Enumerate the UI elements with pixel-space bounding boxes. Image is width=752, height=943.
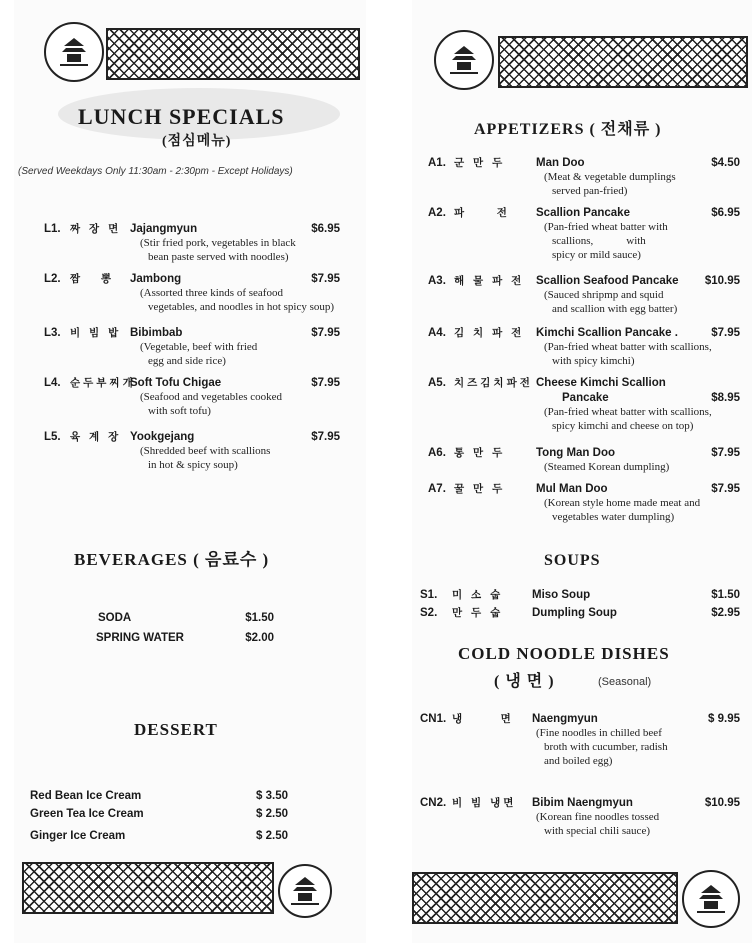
menu-item (420, 796, 740, 836)
item-korean-name: 냉 면 (452, 713, 514, 725)
item-name: Red Bean Ice Cream (30, 790, 142, 802)
item-korean-name: 순두부찌개 (70, 377, 136, 389)
item-description-line: (Pan-fried wheat batter with (544, 221, 668, 233)
menu-item (44, 222, 340, 262)
menu-item (428, 156, 740, 196)
menu-item (428, 376, 740, 432)
item-description-line: (Stir fried pork, vegetables in black (140, 237, 296, 249)
restaurant-seal-logo-right (434, 30, 494, 90)
item-code: CN1. (420, 713, 447, 725)
item-name: Green Tea Ice Cream (30, 808, 144, 820)
item-code: L3. (44, 327, 61, 339)
restaurant-seal-logo (44, 22, 104, 82)
item-price: $7.95 (711, 327, 740, 339)
item-korean-name: 비 빔 냉면 (452, 797, 517, 809)
item-price: $7.95 (311, 377, 340, 389)
item-price: $7.95 (311, 327, 340, 339)
item-code: L1. (44, 223, 61, 235)
menu-page-left (14, 0, 366, 943)
pagoda-icon (285, 871, 325, 911)
menu-item (428, 206, 740, 261)
item-description-line: (Pan-fried wheat batter with scallions, (544, 406, 712, 418)
bottom-hatch-band (22, 862, 274, 914)
lunch-specials-title: LUNCH SPECIALS (78, 104, 285, 129)
item-price: $8.95 (711, 392, 740, 404)
item-code: L4. (44, 377, 61, 389)
soups-title: SOUPS (544, 552, 601, 569)
item-description-line: (Steamed Korean dumpling) (544, 461, 670, 473)
item-name: Man Doo (536, 157, 585, 169)
item-name: SODA (98, 612, 132, 624)
item-price: $6.95 (711, 207, 740, 219)
restaurant-seal-logo-bottom (278, 864, 332, 918)
item-name: Naengmyun (532, 713, 598, 725)
menu-item (420, 606, 740, 646)
menu-item (98, 612, 274, 628)
dessert-title: DESSERT (134, 720, 218, 739)
cold-noodle-title: COLD NOODLE DISHES (458, 644, 670, 663)
seasonal-note: (Seasonal) (598, 676, 652, 688)
top-hatch-band-right (498, 36, 748, 88)
item-description-line: scallions, with (552, 235, 646, 247)
menu-item (420, 712, 740, 767)
item-name: Jajangmyun (130, 223, 198, 235)
item-price: $4.50 (711, 157, 740, 169)
item-name: Jambong (130, 273, 182, 285)
item-description-line: broth with cucumber, radish (544, 741, 668, 753)
item-name: Tong Man Doo (536, 447, 615, 459)
item-description-line: and scallion with egg batter) (552, 303, 678, 315)
item-price: $6.95 (311, 223, 340, 235)
bottom-hatch-band-right (412, 872, 678, 924)
item-description-line: vegetables water dumpling) (552, 511, 675, 523)
menu-item (44, 272, 340, 312)
item-description-line: (Sauced shripmp and squid (544, 289, 664, 301)
item-name: Scallion Pancake (536, 207, 630, 219)
menu-item (44, 326, 340, 366)
item-price: $1.50 (711, 589, 740, 601)
item-name: Ginger Ice Cream (30, 830, 126, 842)
item-korean-name: 파 전 (454, 207, 510, 219)
item-code: A4. (428, 327, 446, 339)
item-korean-name: 김 치 파 전 (454, 327, 525, 339)
menu-item (44, 430, 340, 470)
item-name: Cheese Kimchi Scallion (536, 377, 666, 389)
item-price: $2.00 (245, 632, 274, 644)
restaurant-seal-logo-right-bottom (682, 870, 740, 928)
beverages-title: BEVERAGES ( 음료수 ) (74, 550, 270, 569)
item-korean-name: 만 두 숩 (452, 607, 504, 619)
item-price: $2.95 (711, 607, 740, 619)
item-name-line2: Pancake (562, 392, 609, 404)
item-description-line: with soft tofu) (148, 405, 211, 417)
item-description-line: (Korean fine noodles tossed (536, 811, 660, 823)
item-code: L5. (44, 431, 61, 443)
item-description-line: with spicy kimchi) (552, 355, 635, 367)
item-description-line: spicy or mild sauce) (552, 249, 641, 261)
item-description-line: (Shredded beef with scallions (140, 445, 271, 457)
item-description-line: egg and side rice) (148, 355, 226, 367)
item-korean-name: 통 만 두 (454, 447, 506, 459)
item-code: A5. (428, 377, 446, 389)
item-korean-name: 짜 장 면 (70, 223, 122, 235)
item-description-line: with special chili sauce) (544, 825, 650, 837)
menu-item (428, 274, 740, 314)
item-description-line: (Meat & vegetable dumplings (544, 171, 676, 183)
item-code: S1. (420, 589, 438, 601)
item-name: Yookgejang (130, 431, 195, 443)
menu-item (428, 446, 740, 486)
item-code: A7. (428, 483, 446, 495)
item-code: L2. (44, 273, 61, 285)
pagoda-icon (691, 879, 731, 919)
item-korean-name: 꿀 만 두 (454, 483, 506, 495)
item-name: SPRING WATER (96, 632, 184, 644)
menu-item (428, 326, 740, 366)
item-korean-name: 치즈김치파전 (454, 377, 533, 389)
item-code: S2. (420, 607, 438, 619)
item-code: CN2. (420, 797, 447, 809)
item-name: Kimchi Scallion Pancake . (536, 327, 678, 339)
item-description-line: (Seafood and vegetables cooked (140, 391, 283, 403)
item-korean-name: 해 물 파 전 (454, 275, 525, 287)
item-code: A6. (428, 447, 446, 459)
item-description-line: (Fine noodles in chilled beef (536, 727, 662, 739)
item-price: $7.95 (311, 273, 340, 285)
menu-item (30, 790, 288, 806)
item-description-line: (Vegetable, beef with fried (140, 341, 258, 353)
item-description-line: served pan-fried) (552, 185, 628, 197)
item-description-line: and boiled egg) (544, 755, 613, 767)
menu-item (428, 482, 740, 522)
lunch-korean-title: (점심메뉴) (162, 134, 232, 149)
item-name: Dumpling Soup (532, 607, 617, 619)
item-description-line: (Korean style home made meat and (544, 497, 701, 509)
item-code: A3. (428, 275, 446, 287)
lunch-hours-note: (Served Weekdays Only 11:30am - 2:30pm - Except Holidays) (18, 166, 293, 177)
item-name: Bibim Naengmyun (532, 797, 633, 809)
item-price: $ 2.50 (256, 830, 288, 842)
item-korean-name: 미 소 숩 (452, 589, 504, 601)
cold-noodle-korean: ( 냉 면 ) (494, 673, 555, 690)
item-code: A2. (428, 207, 446, 219)
appetizers-title: APPETIZERS ( 전채류 ) (474, 121, 662, 138)
pagoda-icon (444, 40, 484, 80)
menu-item (30, 808, 288, 824)
item-name: Mul Man Doo (536, 483, 608, 495)
item-description-line: (Pan-fried wheat batter with scallions, (544, 341, 712, 353)
item-price: $7.95 (711, 483, 740, 495)
item-description-line: bean paste served with noodles) (148, 251, 289, 263)
item-description-line: spicy kimchi and cheese on top) (552, 420, 694, 432)
item-korean-name: 비 빔 밥 (70, 327, 122, 339)
item-description-line: (Assorted three kinds of seafood (140, 287, 283, 299)
pagoda-icon (54, 32, 94, 72)
item-korean-name: 짬 뽕 (70, 273, 115, 285)
item-price: $7.95 (711, 447, 740, 459)
item-price: $10.95 (704, 275, 740, 287)
item-price: $1.50 (245, 612, 274, 624)
item-name: Soft Tofu Chigae (130, 377, 222, 389)
item-name: Bibimbab (130, 327, 183, 339)
item-price: $ 9.95 (708, 713, 740, 725)
item-price: $10.95 (704, 797, 740, 809)
item-korean-name: 육 계 장 (70, 431, 122, 443)
item-name: Miso Soup (532, 589, 591, 601)
menu-page-right (412, 0, 752, 943)
menu-item (44, 376, 340, 416)
menu-item (96, 632, 274, 648)
item-description-line: vegetables, and noodles in hot spicy soup) (148, 301, 335, 313)
item-korean-name: 군 만 두 (454, 157, 506, 169)
item-price: $7.95 (311, 431, 340, 443)
item-code: A1. (428, 157, 446, 169)
top-hatch-band (106, 28, 360, 80)
item-description-line: in hot & spicy soup) (148, 459, 238, 471)
item-price: $ 2.50 (256, 808, 288, 820)
item-name: Scallion Seafood Pancake (536, 275, 679, 287)
menu-item (30, 830, 288, 846)
item-price: $ 3.50 (256, 790, 288, 802)
